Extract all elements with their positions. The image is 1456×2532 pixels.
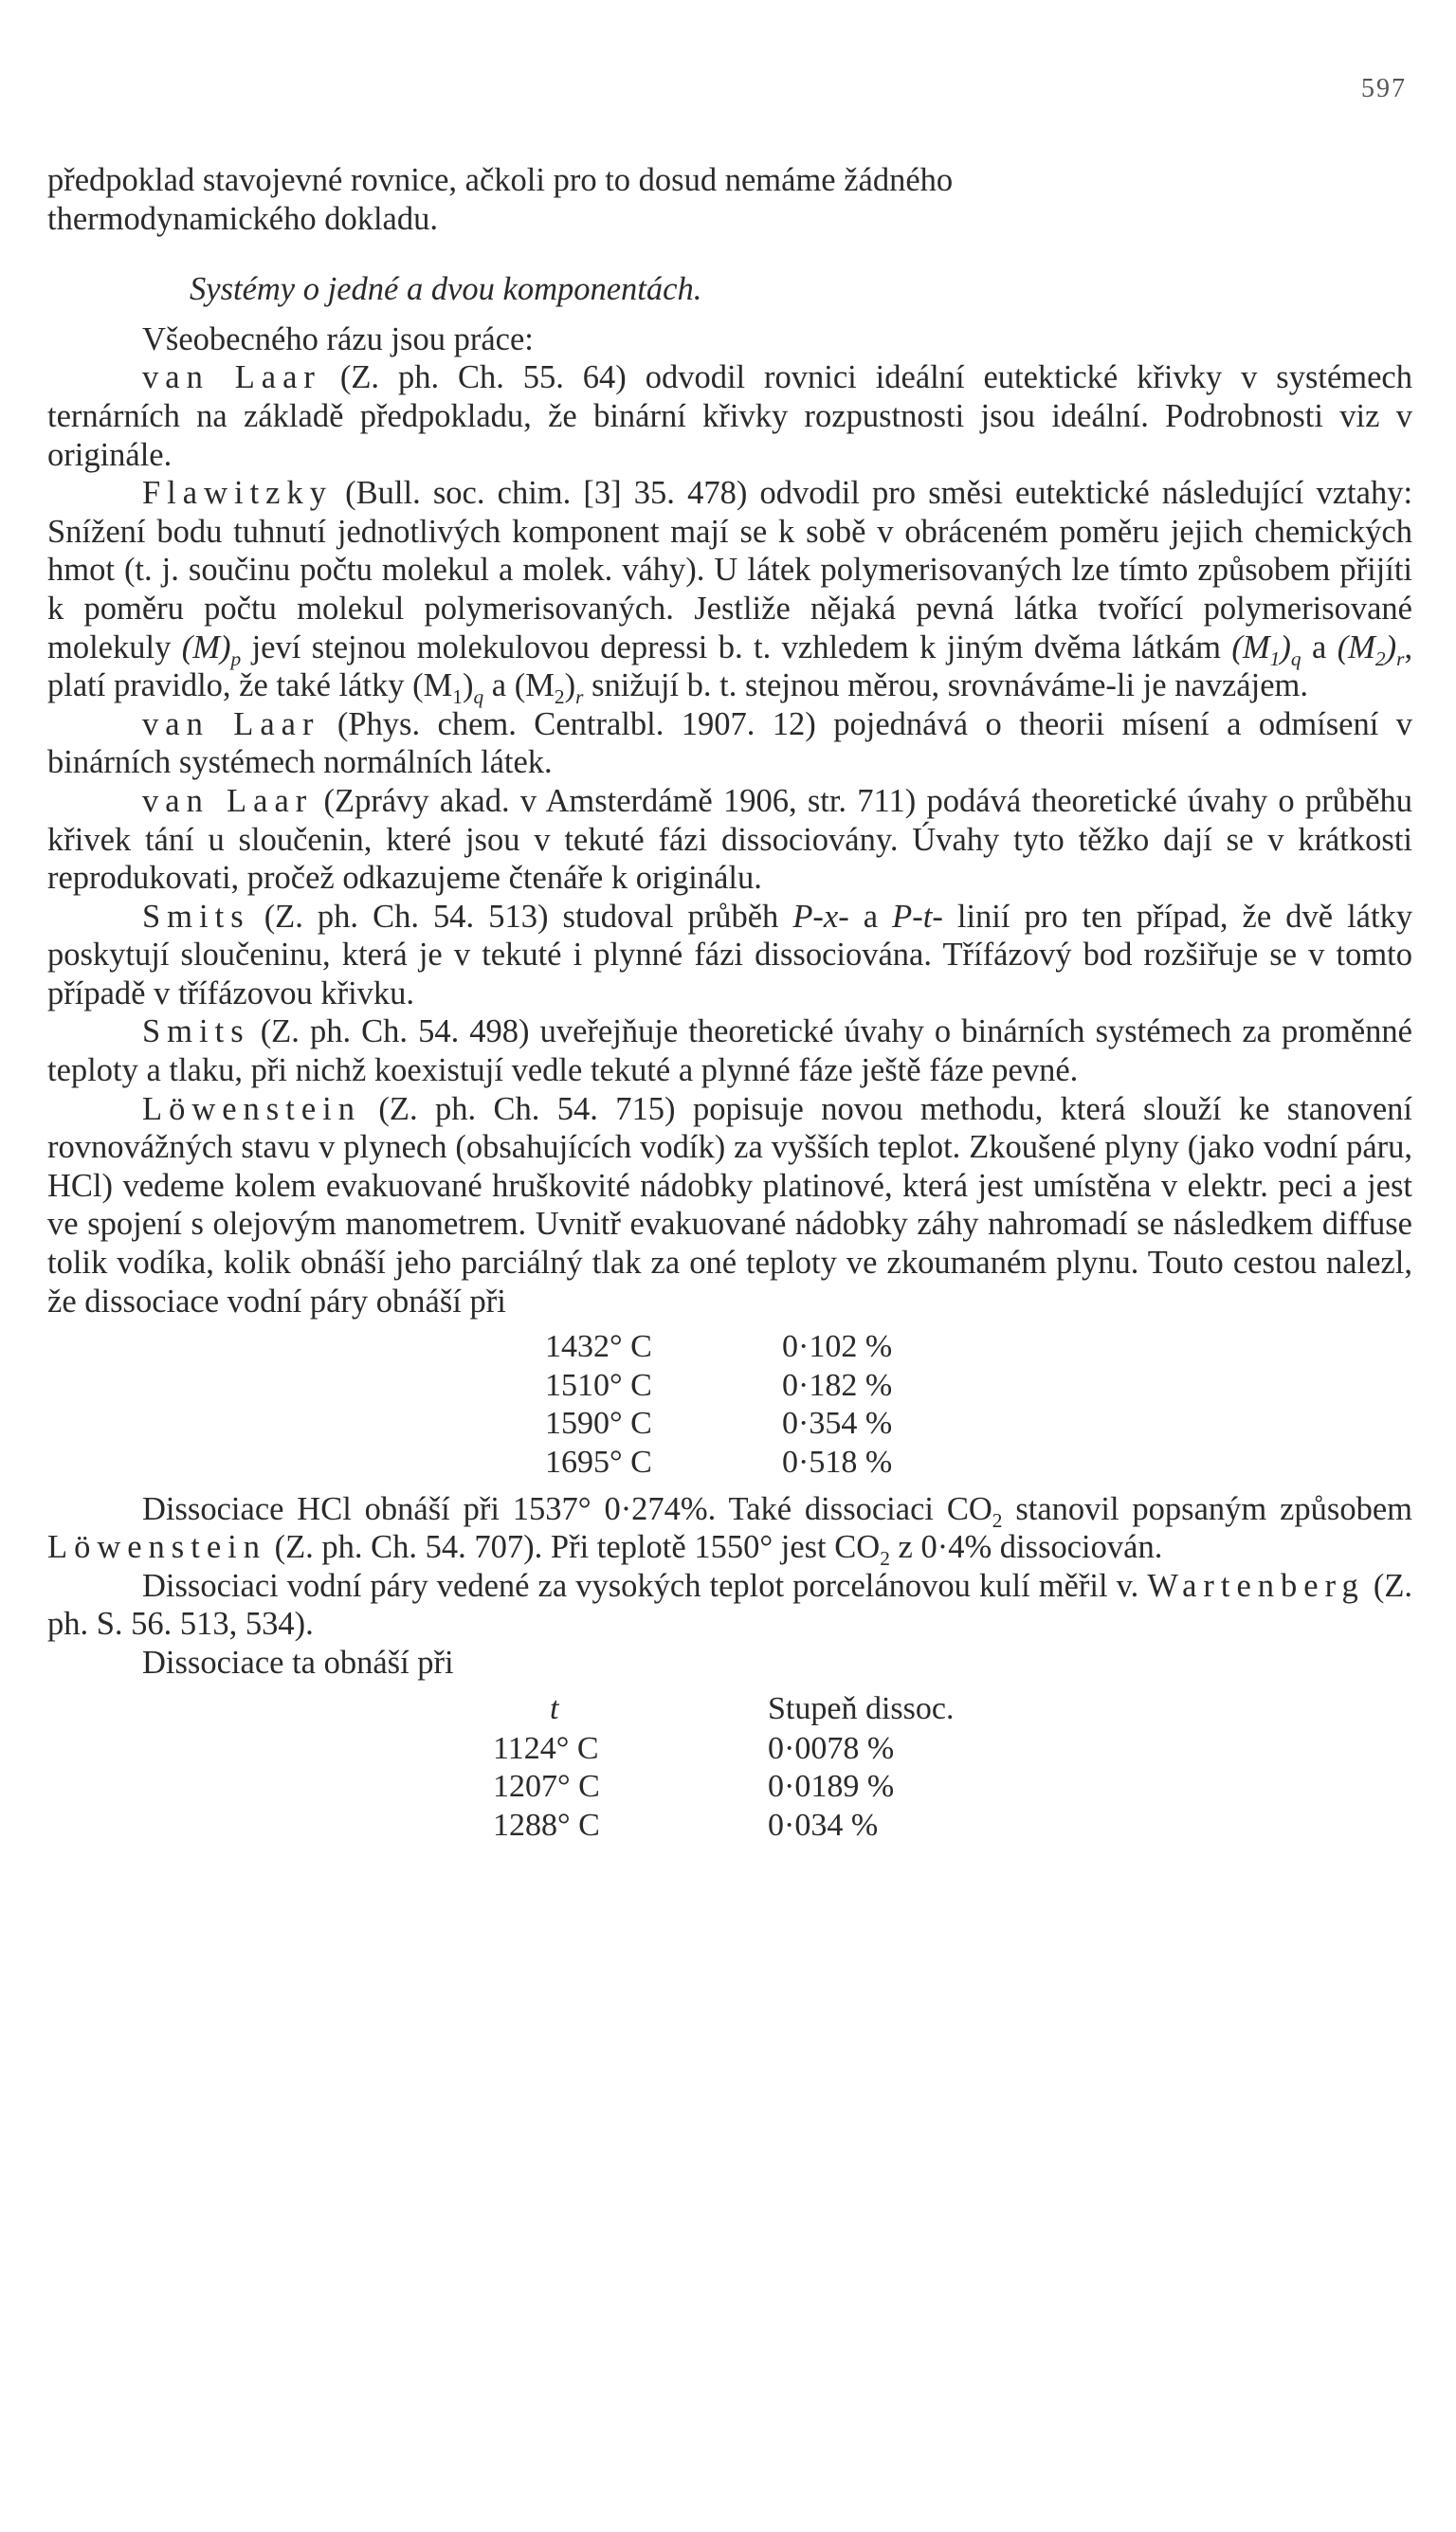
paragraph-text: snižují b. t. stejnou měrou, srovnáváme-li je navzájem. <box>592 667 1308 704</box>
dissociation-table-degree <box>493 1690 1052 1846</box>
value-cell: 0·034 % <box>768 1807 879 1843</box>
table-row <box>493 1768 1052 1807</box>
value-cell: 0·102 % <box>782 1329 893 1365</box>
paragraph-text: pojednává o theorii mísení a odmísení v binárních systémech normálních látek. <box>47 705 1412 781</box>
body-text <box>47 161 1412 1852</box>
temperature-cell: 1695° C <box>545 1445 652 1480</box>
paragraph-text: , platí pravidlo, že také látky <box>47 628 1413 704</box>
table-row <box>545 1444 972 1483</box>
paragraph-text: odvodil pro směsi eutektické následující vztahy: Snížení bodu tuhnutí jednotlivých komponent mají se k sobě v obráceném poměru jejich chemických hmot (t. j. součinu počtu molekul a molek. váhy). U látek polymerisovaných lze tímto způsobem přijíti k poměru počtu molekul polymerisovaných. Jestliže nějaká pevná látka tvořící polymerisované molekuly <box>47 475 1413 665</box>
paragraph-text: Při teplotě 1550° jest $CO_2$ <box>550 1529 890 1571</box>
author-name: van Laar <box>142 705 320 742</box>
paragraph-text: studoval průběh <box>562 898 779 935</box>
temperature-cell: 1207° C <box>493 1769 600 1805</box>
temperature-cell: 1288° C <box>493 1807 600 1843</box>
table-row <box>545 1367 972 1406</box>
conjunction: a <box>863 898 879 935</box>
paragraph-text: popisuje novou methodu, která slouží ke stanovení rovnovážných stavu v plynech (obsahujících vodík) za vyšších teplot. Zkoušené plyny (jako vodní páru, HCl) vedeme kolem evakuované hruškovité nádobky platinové, která jest umístěna v elektr. peci a jest ve spojení s olejovým manometrem. Uvnitř evakuované nádobky záhy nahromadí se následkem diffuse tolik vodíka, kolik obnáší jeho parciálný tlak za oné teploty ve zkoumaném plynu. Touto cestou nalezl, že dissociace vodní páry obnáší při <box>47 1090 1413 1320</box>
temperature-cell: 1590° C <box>545 1406 652 1442</box>
paragraph-van-laar-1 <box>47 358 1412 474</box>
value-cell: 0·354 % <box>782 1406 893 1442</box>
paragraph-smits-2 <box>47 1012 1412 1089</box>
column-header-temperature: t <box>550 1691 559 1727</box>
dissociation-table-water <box>545 1328 972 1482</box>
formula-px: P-x- <box>792 898 849 935</box>
author-name: Smits <box>142 1013 250 1050</box>
table-row <box>493 1730 1052 1769</box>
author-name: Löwenstein <box>142 1090 361 1127</box>
citation: (Z. ph. Ch. 54. 707). <box>274 1529 543 1566</box>
temperature-cell: 1124° C <box>493 1730 599 1766</box>
citation: (Z. ph. Ch. 54. 715) <box>378 1090 676 1127</box>
paragraph-van-laar-2 <box>47 705 1412 782</box>
citation: (Bull. soc. chim. [3] 35. 478) <box>345 475 748 512</box>
temperature-cell: 1432° C <box>545 1329 652 1365</box>
author-name: Smits <box>142 898 250 935</box>
formula-m: $(M)_p$ <box>181 628 242 670</box>
author-name: Flawitzky <box>142 475 333 512</box>
author-name: Löwenstein <box>47 1529 266 1566</box>
paragraph-lowenstein <box>47 1090 1412 1321</box>
paragraph-text: z 0·4% dissociován. <box>898 1529 1163 1566</box>
paragraph-van-laar-3 <box>47 782 1412 898</box>
value-cell: 0·0078 % <box>768 1730 895 1766</box>
paragraph-flawitzky <box>47 474 1413 709</box>
paragraph-wartenberg <box>47 1567 1412 1644</box>
citation: (Z. ph. Ch. 54. 513) <box>264 898 549 935</box>
intro-line-1: předpoklad stavojevné rovnice, ačkoli pro to dosud nemáme žádného <box>47 162 954 198</box>
citation: (Z. ph. Ch. 54. 498) <box>260 1013 530 1050</box>
table-row <box>493 1807 1052 1846</box>
paragraph-text: stanovil popsaným způsobem <box>1015 1490 1412 1527</box>
paragraph-hcl-co2 <box>47 1490 1412 1571</box>
paragraph-text: uveřejňuje theoretické úvahy o binárních systémech za proměnné teploty a tlaku, při nichž koexistují vedle tekuté a plynné fáze ještě fáze pevné. <box>47 1013 1412 1089</box>
formula-m2: $(M_2)_r$ <box>1337 628 1405 670</box>
table-row <box>545 1405 972 1444</box>
intro-line-2: thermodynamického dokladu. <box>47 200 438 237</box>
author-name: van Laar <box>142 359 321 396</box>
formula-m2-roman: $(M_2)_r$ <box>514 667 584 709</box>
formula-m1: $(M_1)_q$ <box>1231 628 1301 670</box>
citation: (Z. ph. S. 56. 513, 534). <box>47 1567 1413 1643</box>
value-cell: 0·518 % <box>782 1445 893 1480</box>
table-row <box>545 1328 972 1367</box>
paragraph-text: odvodil rovnici ideální eutektické křivky v systémech ternárních na základě předpokladu, že binární křivky rozpustnosti jsou ideální. Podrobnosti viz v originále. <box>47 359 1412 473</box>
value-cell: 0·0189 % <box>768 1769 895 1805</box>
column-header-degree: Stupeň dissoc. <box>768 1691 955 1727</box>
paragraph-text: Dissociaci vodní páry vedené za vysokých teplot porcelánovou kulí měřil v. <box>142 1567 1139 1604</box>
citation: (Zprávy akad. v Amsterdámě 1906, str. 711) <box>323 782 917 819</box>
temperature-cell: 1510° C <box>545 1367 652 1403</box>
formula-pt: P-t- <box>892 898 943 935</box>
general-intro: Všeobecného rázu jsou práce: <box>142 320 534 357</box>
paragraph-text: linií pro ten případ, že dvě látky poskytují sloučeninu, která je v tekuté i plynné fázi dissociována. Třífázový bod rozšiřuje se v tomto případě v třífázovou křivku. <box>47 898 1413 1011</box>
section-heading: Systémy o jedné a dvou komponentách. <box>190 271 702 308</box>
page-number: 597 <box>1361 74 1407 103</box>
author-name: Wartenberg <box>1147 1567 1365 1604</box>
paragraph-text: Dissociace HCl obnáší při 1537° 0·274%. Také dissociaci $CO_2$ <box>142 1490 1003 1532</box>
author-name: van Laar <box>142 782 314 819</box>
paragraph-text: jeví stejnou molekulovou depressi b. t. vzhledem k jiným dvěma látkám <box>251 628 1221 665</box>
conjunction: a <box>491 667 507 704</box>
formula-m1-roman: $(M_1)_q$ <box>412 667 484 709</box>
table-header-row <box>493 1690 1052 1730</box>
value-cell: 0·182 % <box>782 1367 893 1403</box>
paragraph-smits-1 <box>47 898 1412 1013</box>
conjunction: a <box>1311 628 1327 665</box>
citation: (Phys. chem. Centralbl. 1907. 12) <box>337 705 816 742</box>
citation: (Z. ph. Ch. 55. 64) <box>339 359 627 396</box>
paragraph-text: podává theoretické úvahy o průběhu křivek tání u sloučenin, které jsou v tekuté fázi dissociovány. Úvahy tyto těžko dají se v krátkosti reprodukovati, pročež odkazujeme čtenáře k originálu. <box>47 782 1412 897</box>
paragraph-dissociation-intro: Dissociace ta obnáší při <box>142 1644 454 1681</box>
